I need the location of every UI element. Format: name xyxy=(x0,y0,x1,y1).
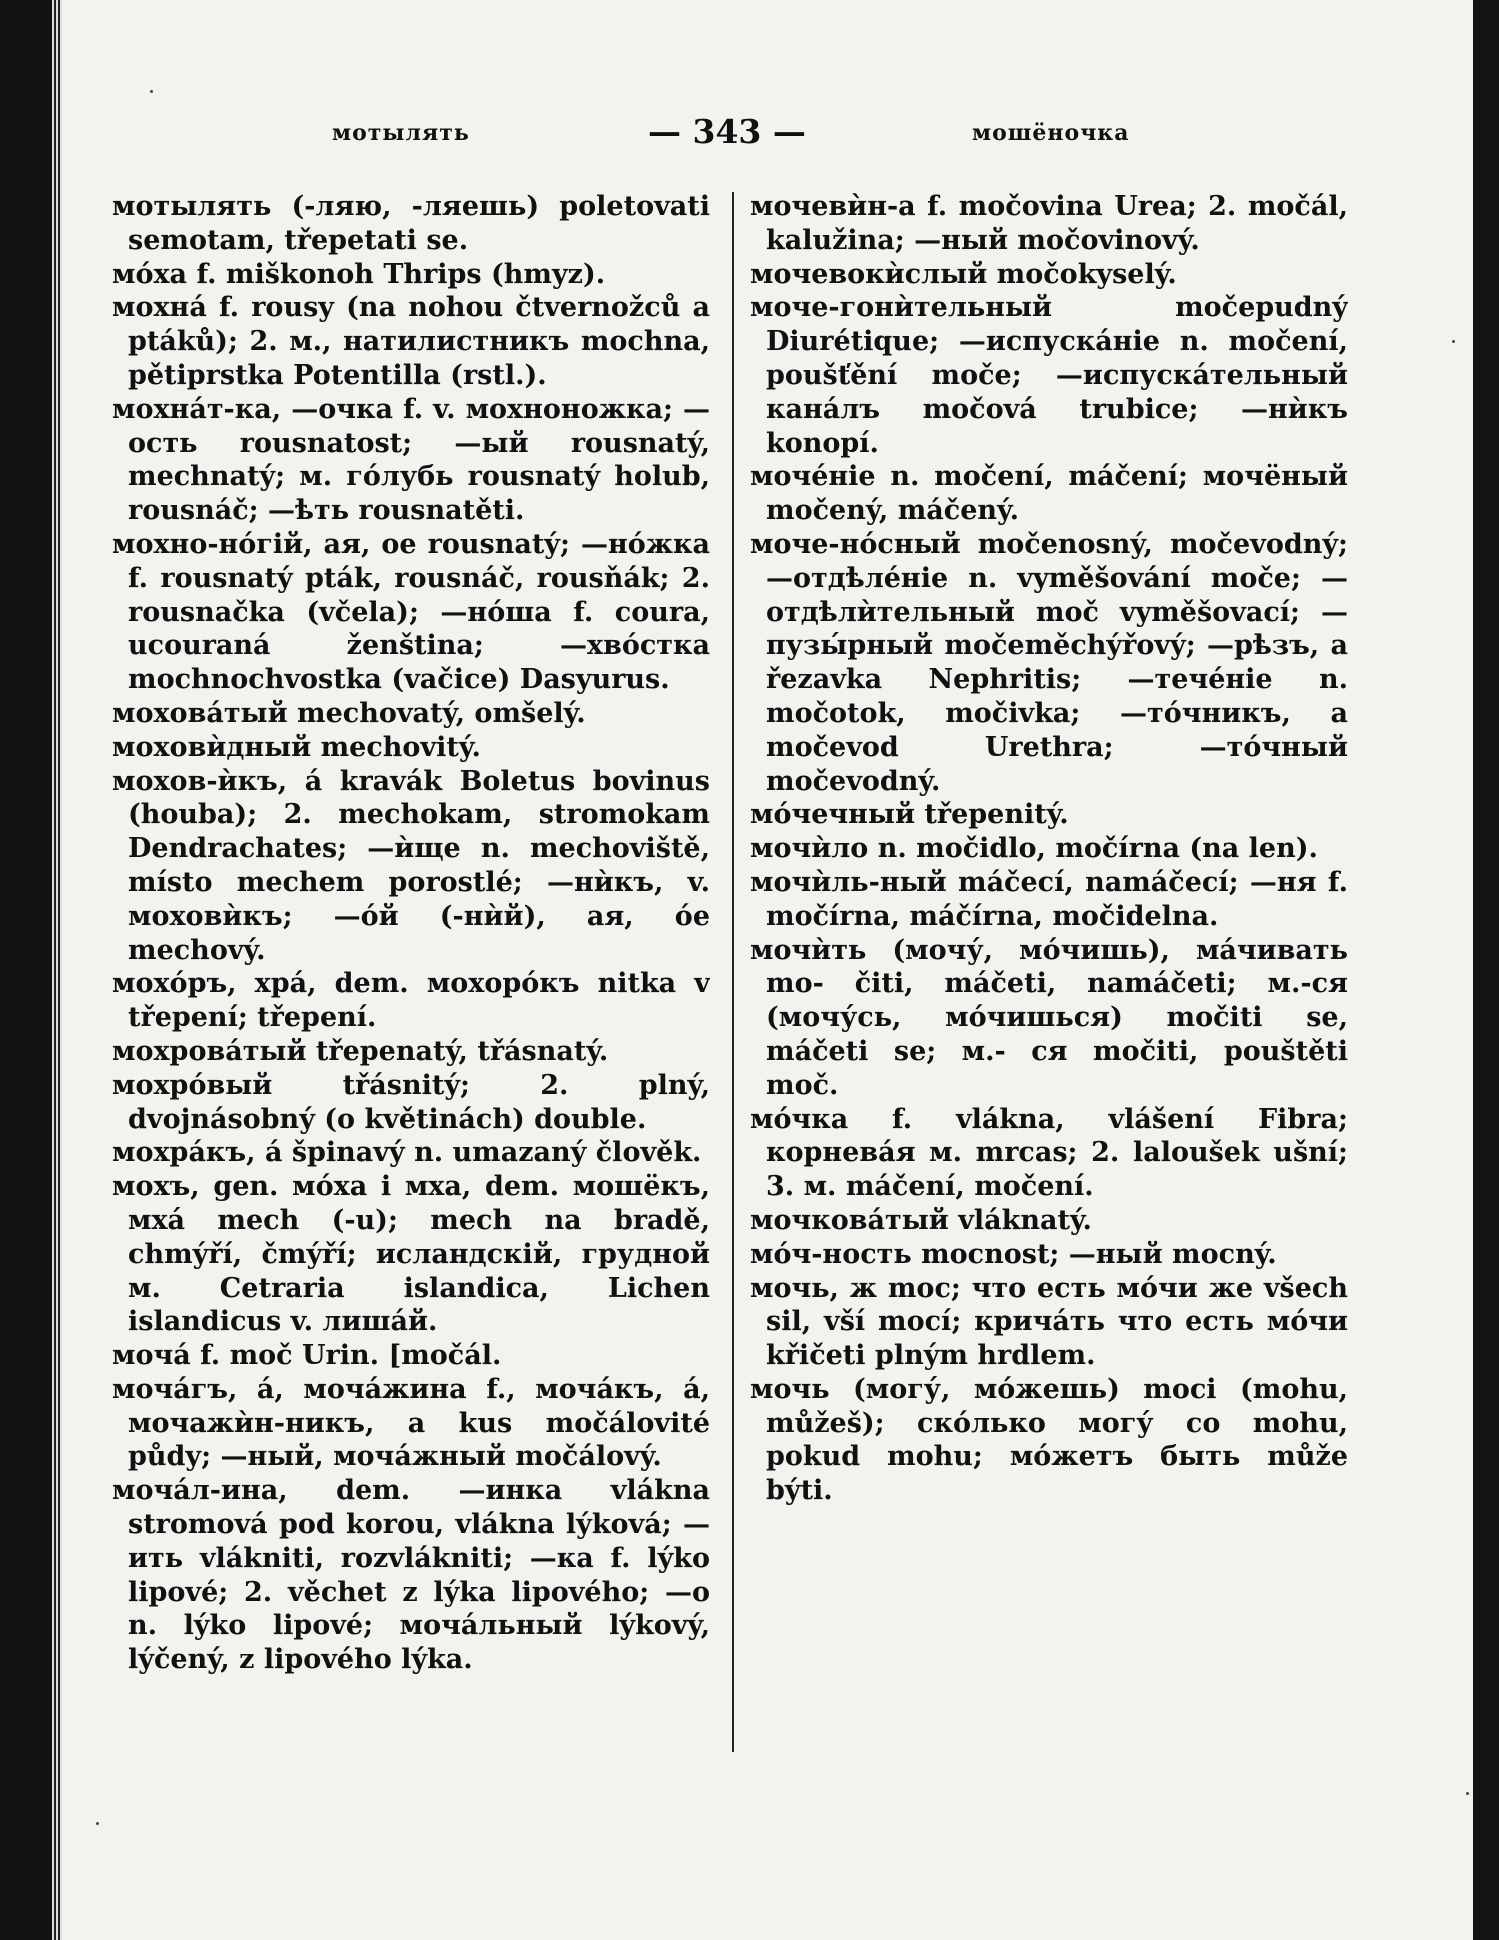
running-head xyxy=(62,112,1473,152)
page-edge-lines xyxy=(52,0,62,1940)
page-number: — 343 — xyxy=(648,112,806,151)
dictionary-entry: мохрóвый třásnitý; 2. plný, dvojnásobný (o květinách) double. xyxy=(112,1069,710,1135)
right-column xyxy=(750,190,1348,1710)
scan-right-edge xyxy=(1473,0,1499,1940)
scan-left-edge xyxy=(0,0,58,1940)
dictionary-entry: моче-нóсный močenosný, močevodný; —отдѣлéніе n. vyměšování moče; —отдѣлѝтельный moč vyměšovací; —пузы́рный močeměchýřový; —рѣзъ, a řezavka Nephritis; —течéніе n. močotok, močivka; —тóчникъ, a močevod Urethra; —тóчный močevodný. xyxy=(750,528,1348,797)
dictionary-entry: мотылять (-ляю, -ляешь) poletovati semotam, třepetati se. xyxy=(112,191,710,256)
column-divider xyxy=(732,192,734,1752)
left-column xyxy=(112,190,710,1710)
header-last-word: мошёночка xyxy=(972,120,1130,146)
header-first-word: мотылять xyxy=(332,120,470,146)
dictionary-entry: мочь, ж moc; что есть мóчи же všech sil, vší mocí; кричáть что есть мóчи křičeti plným hrdlem. xyxy=(750,1272,1348,1372)
dictionary-entry: мохровáтый třepenatý, třásnatý. xyxy=(112,1035,609,1067)
dictionary-entry: мохóръ, хрá, dem. мохорóкъ nitka v třepení; třepení. xyxy=(112,968,710,1034)
dictionary-entry: мочѝть (мочу́, мóчишь), мáчивать mo- čiti, máčeti, namáčeti; м.-ся (мочу́сь, мóчишься) močiti se, máčeti se; м.- ся močiti, pouštěti moč. xyxy=(750,934,1348,1101)
print-speck xyxy=(1452,340,1455,343)
dictionary-entry: мóчечный třepenitý. xyxy=(750,799,1069,831)
dictionary-entry: мохрáкъ, á špinavý n. umazaný člověk. xyxy=(112,1137,702,1169)
dictionary-entry: мохно-нóгій, ая, ое rousnatý; —нóжка f. rousnatý pták, rousnáč, rousňák; 2. rousnačka (včela); —нóша f. coura, ucouraná ženština; —хвóстка mochnochvostka (vačice) Dasyurus. xyxy=(112,528,710,696)
dictionary-page xyxy=(62,0,1473,1940)
dictionary-entry: мочáгъ, á, мочáжина f., мочáкъ, á, мочажѝн-никъ, a kus močálovité půdy; —ный, мочáжный močálový. xyxy=(112,1373,710,1473)
dictionary-entry: мохнáт-ка, —очка f. v. мохноножка; —ость rousnatost; —ый rousnatý, mechnatý; м. гóлубь rousnatý holub, rousnáč; —ѣть rousnatěti. xyxy=(112,393,710,527)
dictionary-entry: моховѝдный mechovitý. xyxy=(112,731,481,763)
dictionary-entry: мохъ, gen. мóха i мха, dem. мошёкъ, мха́ mech (-u); mech na bradě, chmýří, čmýří; исландскій, грудной м. Cetraria islandica, Lichen islandicus v. лишáй. xyxy=(112,1171,710,1338)
dictionary-entry: мóчка f. vlákna, vlášení Fibra; корневáя м. mrcas; 2. laloušek ušní; 3. м. máčení, močení. xyxy=(750,1103,1348,1203)
dictionary-entry: мóха f. miškonoh Thrips (hmyz). xyxy=(112,258,606,290)
dictionary-entry: мочь (могу́, мóжешь) moci (mohu, můžeš); скóлько могу́ co mohu, pokud mohu; мóжетъ быть může býti. xyxy=(750,1373,1348,1507)
dictionary-entry: мочковáтый vláknatý. xyxy=(750,1204,1092,1236)
dictionary-entry: моховáтый mechovatý, omšelý. xyxy=(112,697,586,729)
dictionary-entry: мочáл-ина, dem. —инка vlákna stromová pod korou, vlákna lýková; —ить vlákniti, rozvlákniti; —ка f. lýko lipové; 2. věchet z lýka lipového; —о n. lýko lipové; мочáльный lýkový, lýčený, z lipového lýka. xyxy=(112,1475,710,1676)
dictionary-entry: мочѝль-ный máčecí, namáčecí; —ня f. močírna, máčírna, močidelna. xyxy=(750,866,1348,932)
dictionary-entry: мохнá f. rousy (na nohou čtvernožců a ptáků); 2. м., натилистникъ mochna, pětiprstka Potentilla (rstl.). xyxy=(112,292,710,391)
dictionary-entry: мочевокѝслый močokyselý. xyxy=(750,258,1177,290)
dictionary-entry: мочéніе n. močení, máčení; мочёный močený, máčený. xyxy=(750,461,1348,527)
dictionary-entry: мóч-ность mocnost; —ный mocný. xyxy=(750,1238,1277,1270)
print-speck xyxy=(1466,1792,1469,1795)
dictionary-entry: мочѝло n. močidlo, močírna (na len). xyxy=(750,833,1318,865)
print-speck xyxy=(96,1822,99,1825)
dictionary-entry: мохов-ѝкъ, á kravák Boletus bovinus (houba); 2. mechokam, stromokam Dendrachates; —ѝще n. mechoviště, místo mechem porostlé; —нѝкъ, v. моховѝкъ; —óй (-нѝй), ая, óе mechový. xyxy=(112,765,710,966)
dictionary-entry: моче-гонѝтельный močepudný Diurétique; —испускáніе n. močení, poušťění moče; —испускáтельный канáлъ močová trubice; —нѝкъ konopí. xyxy=(750,292,1348,459)
dictionary-entry: мочевѝн-а f. močovina Urea; 2. močál, kalužina; —ный močovinový. xyxy=(750,191,1348,256)
dictionary-entry: мочá f. moč Urin. [močál. xyxy=(112,1340,502,1372)
print-speck xyxy=(150,90,153,93)
